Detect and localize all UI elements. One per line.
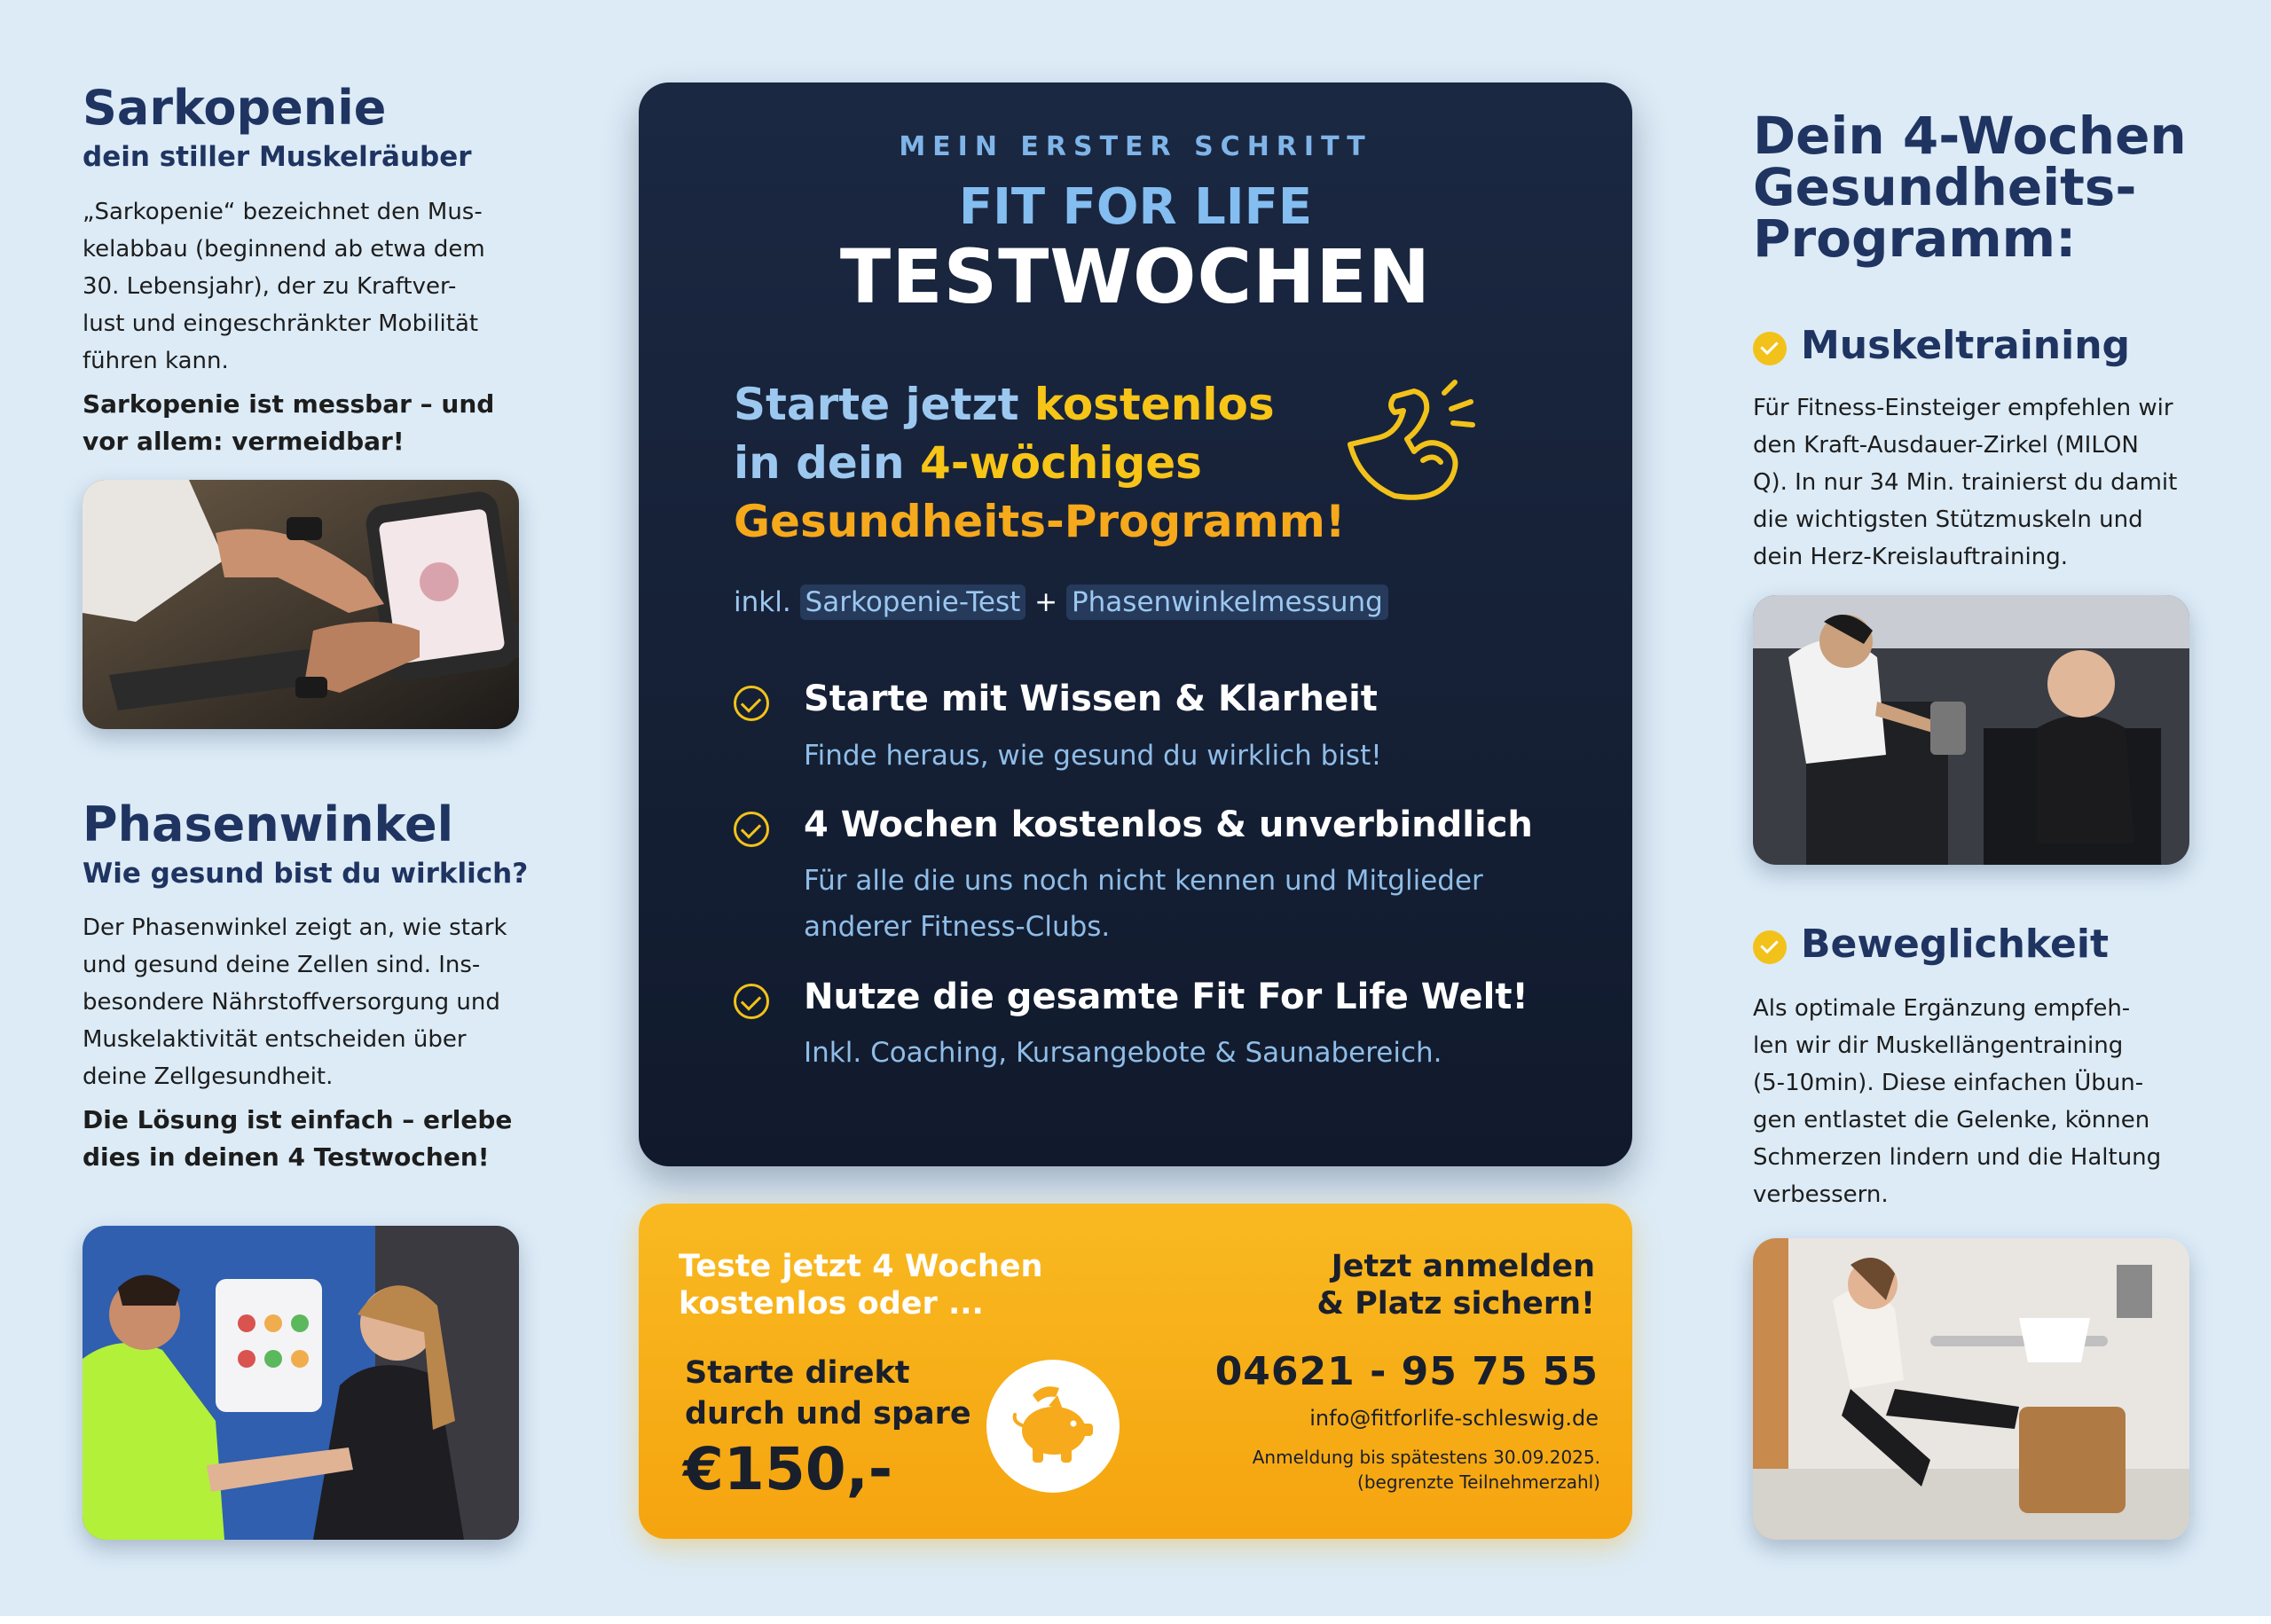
phasenwinkel-tag: Phasenwinkelmessung (1066, 584, 1388, 620)
program-title: Dein 4-Wochen Gesundheits- Programm: (1753, 106, 2187, 269)
beweglichkeit-title: Beweglichkeit (1801, 922, 2109, 967)
offer-email[interactable]: info@fitforlife-schleswig.de (1309, 1406, 1599, 1431)
feature-3-title: Nutze die gesamte Fit For Life Welt! (804, 977, 1528, 1017)
muskeltraining-text: Für Fitness-Einsteiger empfehlen wir den Kraft-Ausdauer-Zirkel (MILON Q). In nur 34 Min. trainierst du damit die wichtigsten Stützmuskeln und dein Herz-Kreislauftraining. (1753, 395, 2178, 570)
sarkopenie-subtitle: dein stiller Muskelräuber (83, 141, 472, 173)
offer-card (639, 82, 1632, 1166)
card-headline: Starte jetzt kostenlos in dein 4-wöchiges Gesundheits-Programm! (734, 379, 1346, 547)
phase-angle-illustration (83, 1226, 519, 1540)
offer-box (639, 1204, 1632, 1539)
photo-phase-angle-measurement (83, 1226, 519, 1540)
stretching-illustration (1753, 1238, 2189, 1540)
offer-deadline: Anmeldung bis spätestens 30.09.2025. (begrenzte Teilnehmerzahl) (1252, 1447, 1600, 1493)
circuit-training-illustration (1753, 595, 2189, 865)
check-circle-icon (1753, 332, 1787, 365)
offer-price: €150,- (683, 1435, 893, 1503)
phasenwinkel-bold-statement: Die Lösung ist einfach – erlebe dies in deinen 4 Testwochen! (83, 1105, 513, 1172)
phasenwinkel-subtitle: Wie gesund bist du wirklich? (83, 858, 529, 890)
feature-2-desc: Für alle die uns noch nicht kennen und Mitglieder anderer Fitness-Clubs. (804, 865, 1483, 943)
inclusion-line: inkl. Sarkopenie-Test + Phasenwinkelmessung (734, 586, 1388, 618)
sarkopenie-test-tag: Sarkopenie-Test (800, 584, 1026, 620)
card-kicker: MEIN ERSTER SCHRITT (899, 131, 1372, 162)
check-circle-icon (734, 984, 769, 1019)
offer-cta: Jetzt anmelden & Platz sichern! (1316, 1249, 1595, 1322)
brand-title: FIT FOR LIFE (958, 178, 1313, 236)
feature-2-title: 4 Wochen kostenlos & unverbindlich (804, 804, 1533, 845)
check-circle-icon (734, 686, 769, 721)
offer-direct: Starte direkt durch und spare (685, 1355, 971, 1432)
check-circle-icon (1753, 930, 1787, 964)
check-circle-icon (734, 812, 769, 847)
photo-stretching (1753, 1238, 2189, 1540)
offer-phone[interactable]: 04621 - 95 75 55 (1214, 1349, 1599, 1394)
feature-1-title: Starte mit Wissen & Klarheit (804, 679, 1378, 719)
tablet-measurement-illustration (83, 480, 519, 729)
phasenwinkel-title: Phasenwinkel (83, 796, 454, 852)
sarkopenie-title: Sarkopenie (83, 80, 387, 136)
muskeltraining-title: Muskeltraining (1801, 323, 2131, 368)
offer-teaser: Teste jetzt 4 Wochen kostenlos oder ... (679, 1249, 1043, 1322)
sarkopenie-text: „Sarkopenie“ bezeichnet den Mus- kelabbau (beginnend ab etwa dem 30. Lebensjahr), der zu Kraftver- lust und eingeschränkter Mobilität führen kann. (83, 199, 485, 374)
photo-circuit-training (1753, 595, 2189, 865)
flexed-arm-icon (1340, 375, 1481, 508)
card-title: TESTWOCHEN (839, 233, 1432, 320)
phasenwinkel-text: Der Phasenwinkel zeigt an, wie stark und gesund deine Zellen sind. Ins- besondere Nährstoffversorgung und Muskelaktivität entscheiden über deine Zellgesundheit. (83, 914, 507, 1090)
sarkopenie-bold-statement: Sarkopenie ist messbar – und vor allem: vermeidbar! (83, 389, 495, 456)
feature-3-desc: Inkl. Coaching, Kursangebote & Saunabereich. (804, 1037, 1442, 1069)
photo-tablet-measurement (83, 480, 519, 729)
piggy-bank-icon (986, 1360, 1120, 1493)
feature-1-desc: Finde heraus, wie gesund du wirklich bist! (804, 740, 1382, 772)
beweglichkeit-text: Als optimale Ergänzung empfeh- len wir dir Muskellängentraining (5-10min). Diese einfachen Übun- gen entlastet die Gelenke, können Schmerzen lindern und die Haltung verbessern. (1753, 995, 2162, 1208)
